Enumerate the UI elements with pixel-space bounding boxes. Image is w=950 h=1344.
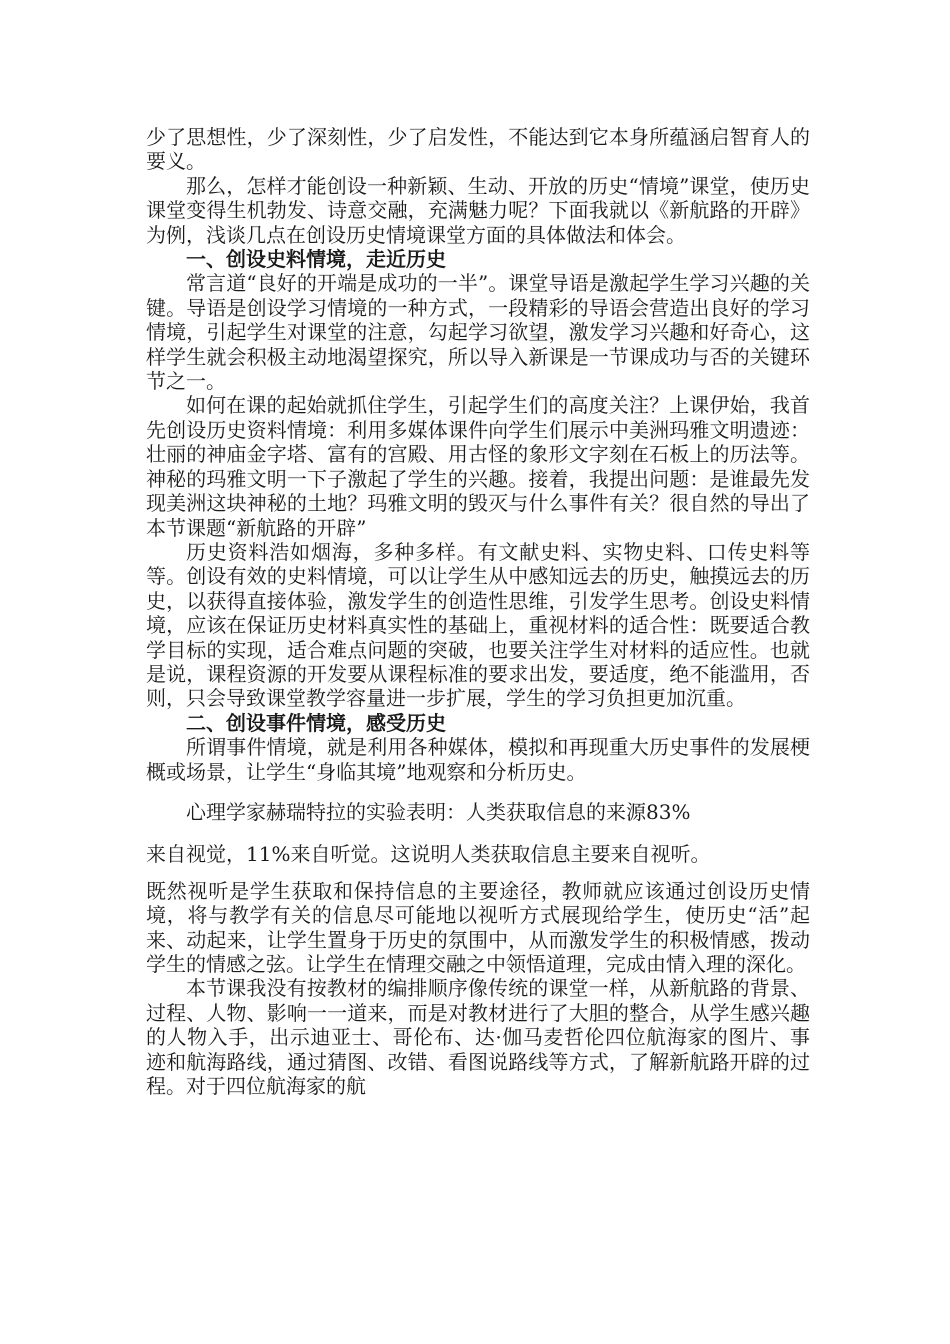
document-body [146,125,810,1098]
paragraph-event-context: 所谓事件情境，就是利用各种媒体，模拟和再现重大历史事件的发展梗概或场景，让学生“身临其境”地观察和分析历史。 [146,735,810,784]
paragraph-introduction-importance: 常言道“良好的开端是成功的一半”。课堂导语是激起学生学习兴趣的关键。导语是创设学习情境的一种方式，一段精彩的导语会营造出良好的学习情境，引起学生对课堂的注意，勾起学习欲望，激发学习兴趣和好奇心，这样学生就会积极主动地渴望探究，所以导入新课是一节课成功与否的关键环节之一。 [146,271,810,394]
paragraph-continuation: 少了思想性，少了深刻性，少了启发性，不能达到它本身所蕴涵启智育人的要义。 [146,125,810,174]
paragraph-visual-auditory-ratio: 来自视觉，11%来自听觉。这说明人类获取信息主要来自视听。 [146,842,711,867]
paragraph-historical-materials: 历史资料浩如烟海，多种多样。有文献史料、实物史料、口传史料等等。创设有效的史料情境，可以让学生从中感知远去的历史，触摸远去的历史，以获得直接体验，激发学生的创造性思维，引发学生思考。创设史料情境，应该在保证历史材料真实性的基础上，重视材料的适合性：既要适合教学目标的实现，适合难点问题的突破，也要关注学生对材料的适应性。也就是说，课程资源的开发要从课程标准的要求出发，要适度，绝不能滥用，否则，只会导致课堂教学容量进一步扩展，学生的学习负担更加沉重。 [146,539,810,711]
paragraph-audiovisual-teaching: 既然视听是学生获取和保持信息的主要途径，教师就应该通过创设历史情境，将与教学有关的信息尽可能地以视听方式展现给学生，使历史“活”起来、动起来，让学生置身于历史的氛围中，从而激发学生的积极情感，拨动学生的情感之弦。让学生在情理交融之中领悟道理，完成由情入理的深化。 [146,878,810,976]
section-heading-1: 一、创设史料情境，走近历史 [186,247,446,272]
paragraph-psychology-experiment: 心理学家赫瑞特拉的实验表明：人类获取信息的来源83% [186,799,691,824]
paragraph-course-organization: 本节课我没有按教材的编排顺序像传统的课堂一样，从新航路的背景、过程、人物、影响一一道来，而是对教材进行了大胆的整合，从学生感兴趣的人物入手，出示迪亚士、哥伦布、达·伽马麦哲伦四位航海家的图片、事迹和航海路线，通过猜图、改错、看图说路线等方式，了解新航路开辟的过程。对于四位航海家的航 [146,976,810,1099]
paragraph-maya-example: 如何在课的起始就抓住学生，引起学生们的高度关注？上课伊始，我首先创设历史资料情境：利用多媒体课件向学生们展示中美洲玛雅文明遗迹：壮丽的神庙金字塔、富有的宫殿、用古怪的象形文字刻在石板上的历法等。神秘的玛雅文明一下子激起了学生的兴趣。接着，我提出问题：是谁最先发现美洲这块神秘的土地？玛雅文明的毁灭与什么事件有关？很自然的导出了本节课题“新航路的开辟” [146,393,810,540]
section-heading-2: 二、创设事件情境，感受历史 [186,710,446,735]
paragraph-intro-question: 那么，怎样才能创设一种新颖、生动、开放的历史“情境”课堂，使历史课堂变得生机勃发、诗意交融，充满魅力呢？下面我就以《新航路的开辟》为例，浅谈几点在创设历史情境课堂方面的具体做法和体会。 [146,173,810,247]
